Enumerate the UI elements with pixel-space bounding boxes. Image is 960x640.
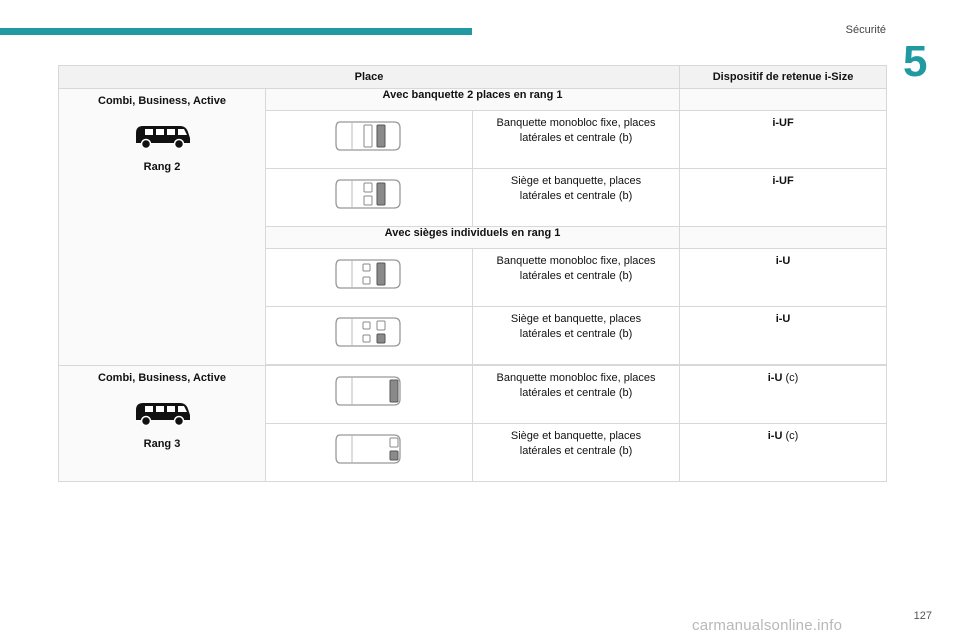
place-rang: Rang 3 xyxy=(143,438,181,450)
description-cell xyxy=(473,111,680,169)
van-icon xyxy=(132,121,192,151)
seat-diagram-cell xyxy=(266,366,473,424)
desc-line-2: latérales et centrale (b) xyxy=(519,328,633,340)
device-value: i-UF xyxy=(772,117,794,129)
device-value: i-U xyxy=(775,313,791,325)
subheader-empty xyxy=(680,89,887,111)
seat-diagram-cell xyxy=(266,111,473,169)
desc-line-1: Banquette monobloc fixe, places xyxy=(496,372,656,384)
seat-diagram-cell xyxy=(266,424,473,482)
isize-table xyxy=(58,65,887,482)
seat-map-rang2-icon xyxy=(334,176,404,212)
device-note: (c) xyxy=(782,430,799,442)
seat-map-rang2-icon xyxy=(334,256,404,292)
description-cell xyxy=(473,366,680,424)
van-icon xyxy=(132,398,192,428)
chapter-number: 5 xyxy=(903,37,928,86)
subheader-banquette: Avec banquette 2 places en rang 1 xyxy=(266,89,680,111)
desc-line-1: Banquette monobloc fixe, places xyxy=(496,255,656,267)
device-value: i-U xyxy=(767,372,783,384)
seat-map-rang2-icon xyxy=(334,118,404,154)
desc-line-1: Banquette monobloc fixe, places xyxy=(496,117,656,129)
description-cell xyxy=(473,249,680,307)
desc-line-1: Siège et banquette, places xyxy=(510,175,642,187)
place-title: Combi, Business, Active xyxy=(98,372,226,384)
table-header-row xyxy=(59,66,887,89)
table-row xyxy=(59,366,887,424)
description-cell xyxy=(473,424,680,482)
seat-diagram-cell xyxy=(266,307,473,365)
description-cell xyxy=(473,169,680,227)
watermark: carmanualsonline.info xyxy=(692,617,843,634)
place-title: Combi, Business, Active xyxy=(98,95,226,107)
desc-line-2: latérales et centrale (b) xyxy=(519,132,633,144)
device-note: (c) xyxy=(782,372,799,384)
device-value: i-U xyxy=(775,255,791,267)
seat-map-rang3-icon xyxy=(334,431,404,467)
desc-line-2: latérales et centrale (b) xyxy=(519,387,633,399)
device-cell xyxy=(680,424,887,482)
section-title: Sécurité xyxy=(845,24,886,36)
seat-map-rang2-icon xyxy=(334,314,404,350)
description-cell xyxy=(473,307,680,365)
desc-line-2: latérales et centrale (b) xyxy=(519,190,633,202)
desc-line-1: Siège et banquette, places xyxy=(510,313,642,325)
device-value: i-U xyxy=(767,430,783,442)
desc-line-2: latérales et centrale (b) xyxy=(519,445,633,457)
seat-diagram-cell xyxy=(266,249,473,307)
desc-line-2: latérales et centrale (b) xyxy=(519,270,633,282)
subheader-empty xyxy=(680,227,887,249)
seat-map-rang3-icon xyxy=(334,373,404,409)
device-cell xyxy=(680,366,887,424)
device-cell xyxy=(680,111,887,169)
subheader-sieges: Avec sièges individuels en rang 1 xyxy=(266,227,680,249)
device-cell xyxy=(680,169,887,227)
device-value: i-UF xyxy=(772,175,794,187)
place-rang: Rang 2 xyxy=(143,161,181,173)
place-cell-rang3 xyxy=(59,366,266,482)
device-cell xyxy=(680,307,887,365)
header-device: Dispositif de retenue i-Size xyxy=(680,66,887,89)
page-number: 127 xyxy=(913,610,932,622)
seat-diagram-cell xyxy=(266,169,473,227)
header-accent-bar xyxy=(0,28,472,35)
place-cell-rang2 xyxy=(59,89,266,366)
subheader-row xyxy=(59,89,887,111)
header-place: Place xyxy=(59,66,680,89)
device-cell xyxy=(680,249,887,307)
desc-line-1: Siège et banquette, places xyxy=(510,430,642,442)
